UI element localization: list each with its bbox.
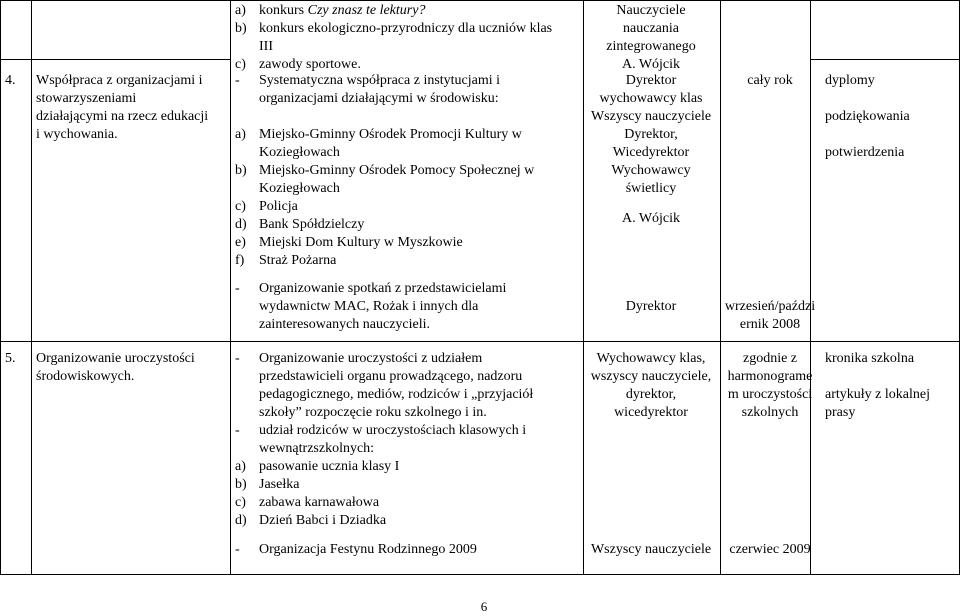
row4-responsible-line: świetlicy (625, 181, 677, 196)
row5-activity-line: pedagogicznego, mediów, rodziców i „przyjaciół (259, 387, 534, 402)
institution-name: Miejsko-Gminny Ośrodek Promocji Kultury w (259, 127, 522, 142)
institution-name: Straż Pożarna (259, 253, 337, 268)
page-number: 6 (480, 599, 488, 614)
institution-name: Miejsko-Gminny Ośrodek Pomocy Społecznej w (259, 163, 535, 178)
row4-evidence-item: potwierdzenia (825, 145, 905, 160)
row4-responsible-extra: A. Wójcik (621, 211, 681, 226)
row4-activity-line: organizacjami działającymi w środowisku: (259, 91, 499, 106)
row5-activity-b-dash: - (235, 423, 240, 438)
event-name: zabawa karnawałowa (259, 495, 380, 510)
col-border-4 (720, 0, 721, 575)
row4-activity-dash: - (235, 73, 240, 88)
row4-term2-line: wrzesień/paździ (724, 299, 816, 314)
event-marker: a) (235, 459, 246, 474)
col-border-1 (31, 0, 32, 575)
row4-task-line: stowarzyszeniami (36, 91, 137, 106)
row4-activity-line: Systematyczna współpraca z instytucjami i (259, 73, 501, 88)
row5-responsible2: Wszyscy nauczyciele (590, 542, 712, 557)
row4-responsible-line: Wicedyrektor (612, 145, 690, 160)
col-border-2 (230, 0, 231, 575)
row4-responsible-line: Dyrektor (625, 73, 677, 88)
row4-activity2-line: wydawnictw MAC, Rożak i innych dla (259, 299, 479, 314)
row4-activity2-line: Organizowanie spotkań z przedstawicielami (259, 281, 507, 296)
row4-top-border (0, 59, 230, 60)
row-a-marker-c: c) (235, 57, 246, 72)
row4-task-line: Współpraca z organizacjami i (36, 73, 203, 88)
row5-activity2-dash: - (235, 542, 240, 557)
row5-term-line: harmonograme (727, 369, 813, 384)
row5-evidence-item: artykuły z lokalnej (825, 387, 930, 402)
institution-marker: a) (235, 127, 246, 142)
row5-activity-line: szkoły” rozpoczęcie roku szkolnego i in. (259, 405, 487, 420)
institution-marker: e) (235, 235, 246, 250)
row4-responsible-line: Dyrektor, (624, 127, 678, 142)
row4-responsible-line: Wszyscy nauczyciele (590, 109, 712, 124)
row5-task-line: środowiskowych. (36, 369, 135, 384)
row4-term2-line: ernik 2008 (739, 317, 801, 332)
row-a-responsible-line: Nauczyciele (616, 3, 686, 18)
row5-evidence-item: kronika szkolna (825, 351, 915, 366)
row5-responsible-line: wszyscy nauczyciele, (590, 369, 712, 384)
row4-responsible2: Dyrektor (625, 299, 677, 314)
row5-activity-b-line: wewnątrzszkolnych: (259, 441, 375, 456)
row5-term-line: zgodnie z (742, 351, 798, 366)
row5-term2: czerwiec 2009 (729, 542, 811, 557)
row5-responsible-line: Wychowawcy klas, (596, 351, 706, 366)
row4-term: cały rok (747, 73, 793, 88)
row5-activity-dash: - (235, 351, 240, 366)
row5-responsible-line: dyrektor, (625, 387, 677, 402)
row-a-item-c: zawody sportowe. (259, 57, 361, 72)
institution-name-cont: Koziegłowach (259, 145, 340, 160)
row5-top-border (0, 341, 960, 342)
row-a-marker-b: b) (235, 21, 247, 36)
event-name: pasowanie ucznia klasy I (259, 459, 400, 474)
row5-activity-line: Organizowanie uroczystości z udziałem (259, 351, 483, 366)
table-bottom-border (0, 574, 960, 575)
row4-top-border-right (810, 59, 960, 60)
row4-responsible-line: Wychowawcy (611, 163, 691, 178)
row-a-item-a (259, 2, 425, 20)
row5-responsible-line: wicedyrektor (614, 405, 688, 420)
col-border-5 (810, 0, 811, 575)
col-border-0 (0, 0, 1, 575)
col-border-3 (583, 0, 584, 575)
row-a-item-a-text: konkurs (259, 3, 308, 18)
row5-number: 5. (5, 351, 16, 366)
row5-term-line: m uroczystości (727, 387, 813, 402)
institution-marker: f) (235, 253, 245, 268)
event-marker: b) (235, 477, 247, 492)
row4-task-line: i wychowania. (36, 127, 118, 142)
table-top-border (0, 0, 960, 1)
row5-term-line: szkolnych (741, 405, 799, 420)
row4-activity2-line: zainteresowanych nauczycieli. (259, 317, 431, 332)
row-a-item-b-cont: III (259, 39, 273, 54)
row5-activity2: Organizacja Festynu Rodzinnego 2009 (259, 542, 477, 557)
event-name: Dzień Babci i Dziadka (259, 513, 387, 528)
institution-name: Miejski Dom Kultury w Myszkowie (259, 235, 463, 250)
row-a-responsible-line: A. Wójcik (621, 57, 681, 72)
institution-marker: b) (235, 163, 247, 178)
row4-evidence-item: podziękowania (825, 109, 910, 124)
institution-name-cont: Koziegłowach (259, 181, 340, 196)
row5-task-line: Organizowanie uroczystości (36, 351, 195, 366)
row-a-responsible-line: nauczania (623, 21, 679, 36)
institution-marker: d) (235, 217, 247, 232)
row4-evidence-item: dyplomy (825, 73, 875, 88)
row4-activity2-dash: - (235, 281, 240, 296)
row4-responsible-line: wychowawcy klas (599, 91, 703, 106)
row-a-responsible-line: zintegrowanego (606, 39, 696, 54)
row-a-item-a-title: Czy znasz te lektury? (307, 3, 426, 18)
row-a-item-b: konkurs ekologiczno-przyrodniczy dla uczniów klas (259, 21, 553, 36)
row5-activity-line: przedstawicieli organu prowadzącego, nadzoru (259, 369, 523, 384)
event-marker: c) (235, 495, 246, 510)
institution-name: Bank Spółdzielczy (259, 217, 365, 232)
row5-evidence-item-cont: prasy (825, 405, 856, 420)
institution-marker: c) (235, 199, 246, 214)
row4-number: 4. (5, 73, 16, 88)
row-a-marker-a: a) (235, 3, 246, 18)
row4-task-line: działającymi na rzecz edukacji (36, 109, 209, 124)
event-marker: d) (235, 513, 247, 528)
event-name: Jasełka (259, 477, 300, 492)
row5-activity-b-line: udział rodziców w uroczystościach klasowych i (259, 423, 527, 438)
institution-name: Policja (259, 199, 298, 214)
